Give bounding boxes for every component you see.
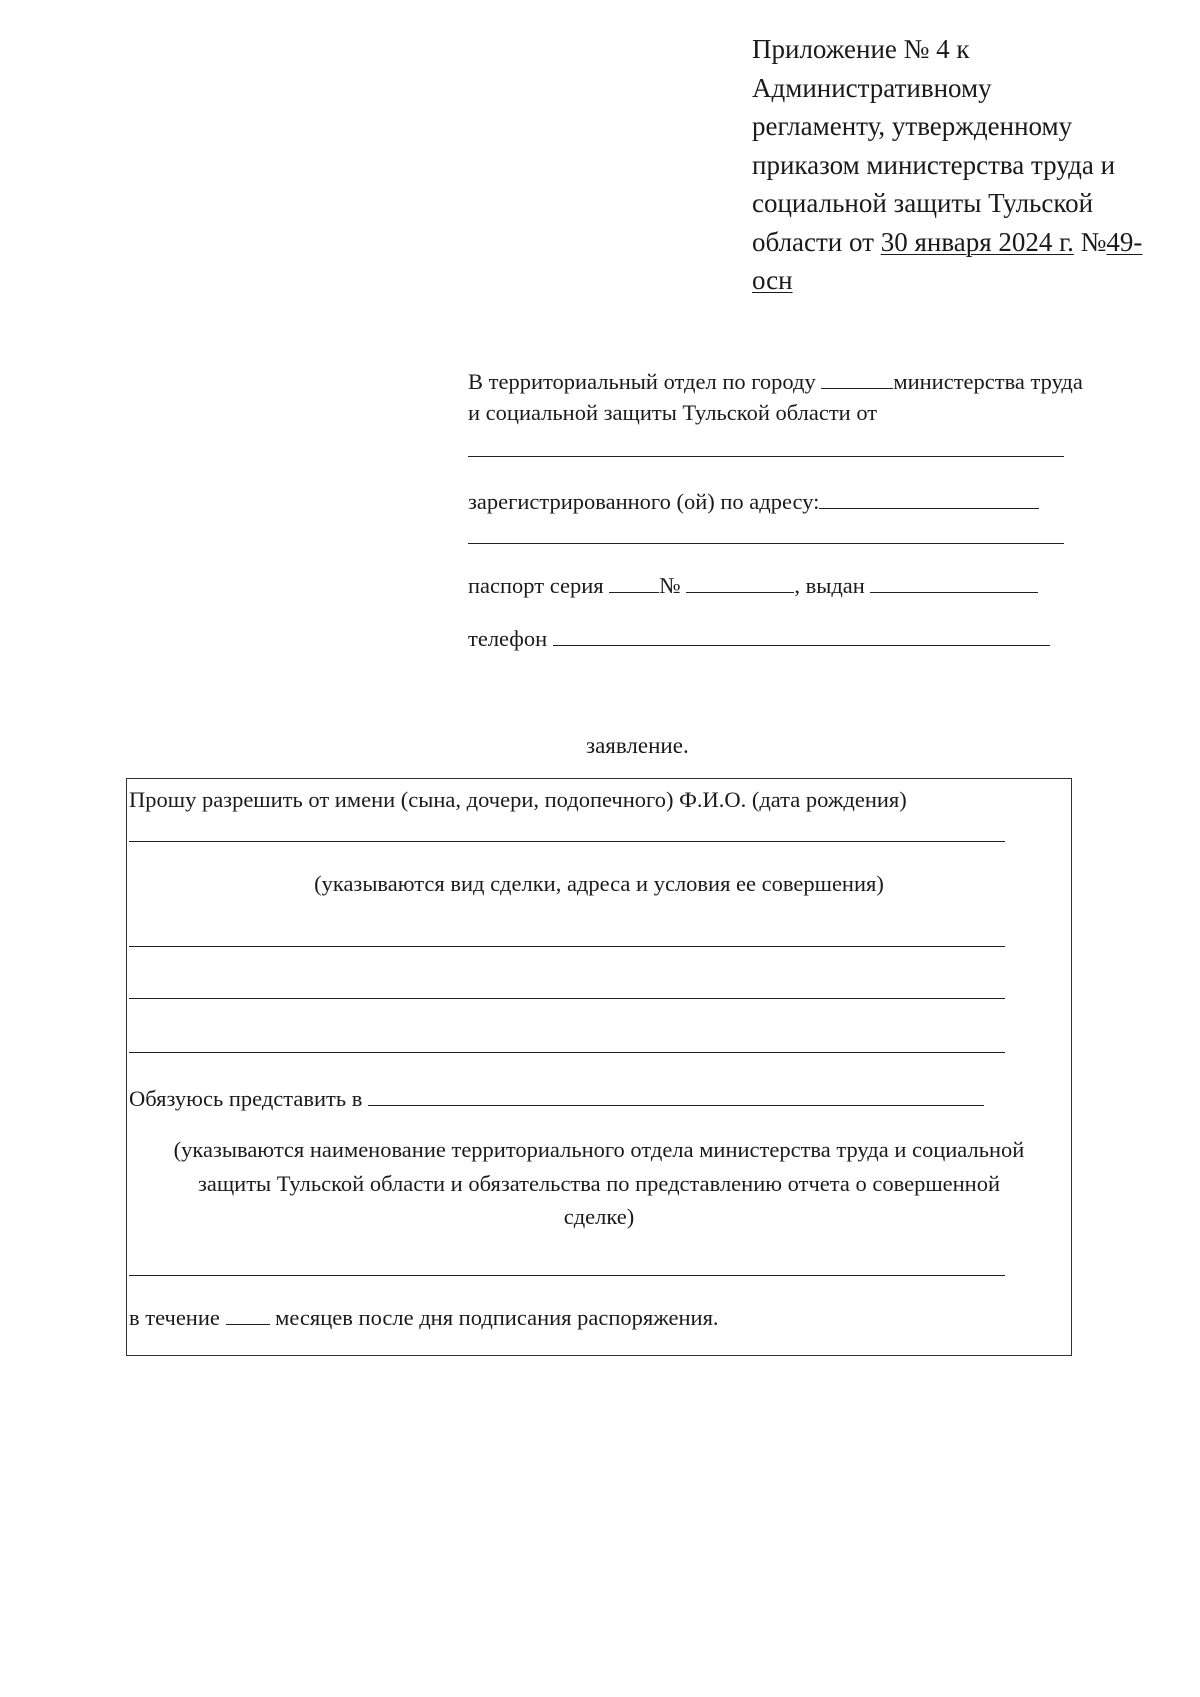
registered-address-label: зарегистрированного (ой) по адресу: bbox=[468, 489, 820, 514]
passport-issued-label: , выдан bbox=[794, 573, 871, 598]
undertake-label: Обязуюсь представить в bbox=[129, 1086, 368, 1111]
deal-field-line-3[interactable] bbox=[129, 1052, 1005, 1053]
addressee-line-2: и социальной защиты Тульской области от bbox=[468, 400, 878, 425]
passport-number-field[interactable] bbox=[686, 572, 794, 593]
months-label: месяцев после дня подписания распоряжения. bbox=[269, 1305, 719, 1330]
phone-line bbox=[468, 625, 1050, 652]
order-number-suffix: осн bbox=[752, 265, 793, 295]
passport-series-field[interactable] bbox=[609, 572, 659, 593]
department-hint-line-3: сделке) bbox=[563, 1204, 635, 1229]
passport-series-label: паспорт серия bbox=[468, 573, 610, 598]
passport-number-label: № bbox=[659, 573, 687, 598]
obligation-field[interactable] bbox=[129, 1275, 1005, 1276]
applicant-name-field[interactable] bbox=[468, 456, 1064, 457]
department-hint-line-2: защиты Тульской области и обязательства по представлению отчета о совершенной bbox=[197, 1171, 1001, 1196]
appendix-line: приказом министерства труда и bbox=[752, 149, 1116, 180]
undertake-line bbox=[129, 1085, 984, 1112]
addressee-line-1 bbox=[468, 368, 1083, 395]
order-number: 49- bbox=[1106, 226, 1143, 257]
request-text: Прошу разрешить от имени (сына, дочери, подопечного) Ф.И.О. (дата рождения) bbox=[129, 787, 907, 812]
request-field[interactable] bbox=[129, 841, 1005, 842]
territorial-department-label: В территориальный отдел по городу bbox=[468, 369, 822, 394]
department-field[interactable] bbox=[368, 1085, 984, 1106]
ministry-label: министерства труда bbox=[893, 369, 1083, 394]
appendix-last-line-prefix: области от bbox=[752, 226, 881, 257]
within-line bbox=[129, 1304, 719, 1331]
order-date: 30 января 2024 г. bbox=[880, 226, 1074, 257]
phone-field[interactable] bbox=[553, 625, 1050, 646]
months-field[interactable] bbox=[226, 1304, 270, 1325]
within-label: в течение bbox=[129, 1305, 226, 1330]
appendix-line: Административному bbox=[752, 72, 992, 103]
phone-label: телефон bbox=[468, 626, 553, 651]
document-title: заявление. bbox=[586, 733, 689, 758]
deal-field-line-2[interactable] bbox=[129, 998, 1005, 999]
address-field-continuation[interactable] bbox=[468, 543, 1064, 544]
appendix-header bbox=[752, 30, 1162, 300]
deal-hint: (указываются вид сделки, адреса и условия ее совершения) bbox=[314, 871, 884, 896]
appendix-line: Приложение № 4 к bbox=[752, 34, 970, 64]
appendix-line: социальной защиты Тульской bbox=[752, 188, 1094, 218]
appendix-line: регламенту, утвержденному bbox=[752, 111, 1073, 141]
appendix-order-line bbox=[752, 223, 1162, 262]
department-hint-line-1: (указываются наименование территориального отдела министерства труда и социальной bbox=[173, 1137, 1025, 1162]
passport-issued-field[interactable] bbox=[870, 572, 1038, 593]
address-field[interactable] bbox=[819, 488, 1039, 509]
registered-address-line bbox=[468, 488, 1039, 515]
statement-box bbox=[126, 778, 1072, 1356]
deal-field-line-1[interactable] bbox=[129, 946, 1005, 947]
city-field[interactable] bbox=[821, 368, 893, 389]
order-number-prefix: № bbox=[1073, 226, 1107, 257]
passport-line bbox=[468, 572, 1038, 599]
